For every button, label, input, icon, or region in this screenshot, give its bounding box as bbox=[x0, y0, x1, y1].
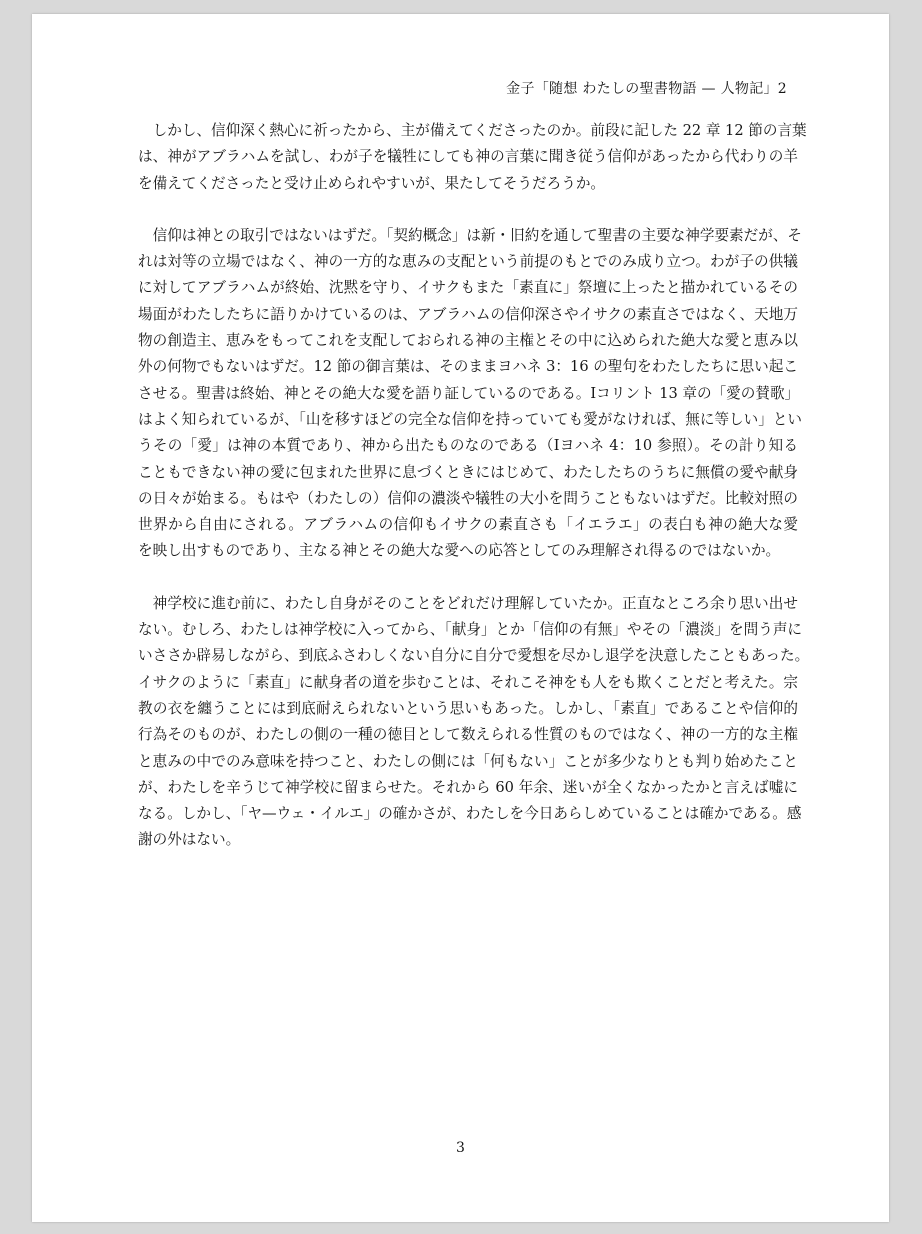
text-line: を備えてくださったと受け止められやすいが、果たしてそうだろうか。 bbox=[138, 174, 606, 192]
paragraph-spacer bbox=[138, 197, 798, 223]
text-line: 場面がわたしたちに語りかけているのは、アブラハムの信仰深さやイサクの素直さではなく、天地万 bbox=[138, 305, 798, 323]
text-line: に対してアブラハムが終始、沈黙を守り、イサクもまた「素直に」祭壇に上ったと描かれているその bbox=[138, 279, 798, 297]
text-line: はよく知られているが、「山を移すほどの完全な信仰を持っていても愛がなければ、無に等しい」とい bbox=[138, 410, 803, 428]
text-line: 信仰は神との取引ではないはずだ。「契約概念」は新・旧約を通して聖書の主要な神学要素だが、そ bbox=[138, 226, 803, 244]
paragraph-3 bbox=[138, 591, 810, 854]
text-line: ない。むしろ、わたしは神学校に入ってから、「献身」とか「信仰の有無」やその「濃淡」を問う声に bbox=[138, 621, 803, 639]
text-line: こともできない神の愛に包まれた世界に息づくときにはじめて、わたしたちのうちに無償の愛や献身 bbox=[138, 463, 798, 481]
text-line: と恵みの中でのみ意味を持つこと、わたしの側には「何もない」ことが多少なりとも判り始めたこと bbox=[138, 752, 798, 770]
paragraph-spacer bbox=[138, 565, 798, 591]
text-line: 神学校に進む前に、わたし自身がそのことをどれだけ理解していたか。正直なところ余り思い出せ bbox=[138, 594, 798, 612]
body-text bbox=[138, 118, 810, 854]
document-page bbox=[32, 14, 889, 1222]
text-line: れは対等の立場ではなく、神の一方的な恵みの支配という前提のもとでのみ成り立つ。わが子の供犠 bbox=[138, 253, 798, 271]
text-line: 行為そのものが、わたしの側の一種の徳目として数えられる性質のものではなく、神の一方的な主権 bbox=[138, 726, 798, 744]
text-line: イサクのように「素直」に献身者の道を歩むことは、それこそ神をも人をも欺くことだと考えた。宗 bbox=[138, 673, 798, 691]
paragraph-1 bbox=[138, 118, 807, 197]
text-line: は、神がアブラハムを試し、わが子を犠牲にしても神の言葉に聞き従う信仰があったから代わりの羊 bbox=[138, 148, 798, 166]
text-line: 物の創造主、恵みをもってこれを支配しておられる神の主権とその中に込められた絶大な愛と恵み以 bbox=[138, 332, 798, 350]
text-line: 世界から自由にされる。アブラハムの信仰もイサクの素直さも「イエラエ」の表白も神の絶大な愛 bbox=[138, 516, 798, 534]
text-line: 外の何物でもないはずだ。12 節の御言葉は、そのままヨハネ 3：16 の聖句をわたしたちに思い起こ bbox=[138, 358, 798, 376]
page-number: 3 bbox=[456, 1140, 465, 1156]
text-line: の日々が始まる。もはや（わたしの）信仰の濃淡や犠牲の大小を問うこともないはずだ。比較対照の bbox=[138, 489, 798, 507]
text-line: を映し出すものであり、主なる神とその絶大な愛への応答としてのみ理解され得るのではないか。 bbox=[138, 542, 781, 560]
text-line: なる。しかし、「ヤ—ウェ・イルエ」の確かさが、わたしを今日あらしめていることは確かである。感 bbox=[138, 805, 802, 823]
text-line: しかし、信仰深く熱心に祈ったから、主が備えてくださったのか。前段に記した 22 章 12 節の言葉 bbox=[138, 122, 807, 139]
text-line: いささか辟易しながら、到底ふさわしくない自分に自分で愛想を尽かし退学を決意したこともあった。 bbox=[138, 647, 810, 665]
text-line: させる。聖書は終始、神とその絶大な愛を語り証しているのである。Ⅰコリント 13 章の「愛の賛歌」 bbox=[138, 384, 800, 402]
text-line: 教の衣を纏うことには到底耐えられないという思いもあった。しかし、「素直」であることや信仰的 bbox=[138, 699, 798, 717]
text-line: うその「愛」は神の本質であり、神から出たものなのである（Ⅰヨハネ 4：10 参照）。その計り知る bbox=[138, 437, 798, 455]
text-line: が、わたしを辛うじて神学校に留まらせた。それから 60 年余、迷いが全くなかったかと言えば嘘に bbox=[138, 778, 798, 796]
running-header: 金子「随想 わたしの聖書物語 — 人物記」2 bbox=[506, 81, 787, 97]
paragraph-2 bbox=[138, 223, 803, 565]
text-line: 謝の外はない。 bbox=[138, 831, 241, 849]
